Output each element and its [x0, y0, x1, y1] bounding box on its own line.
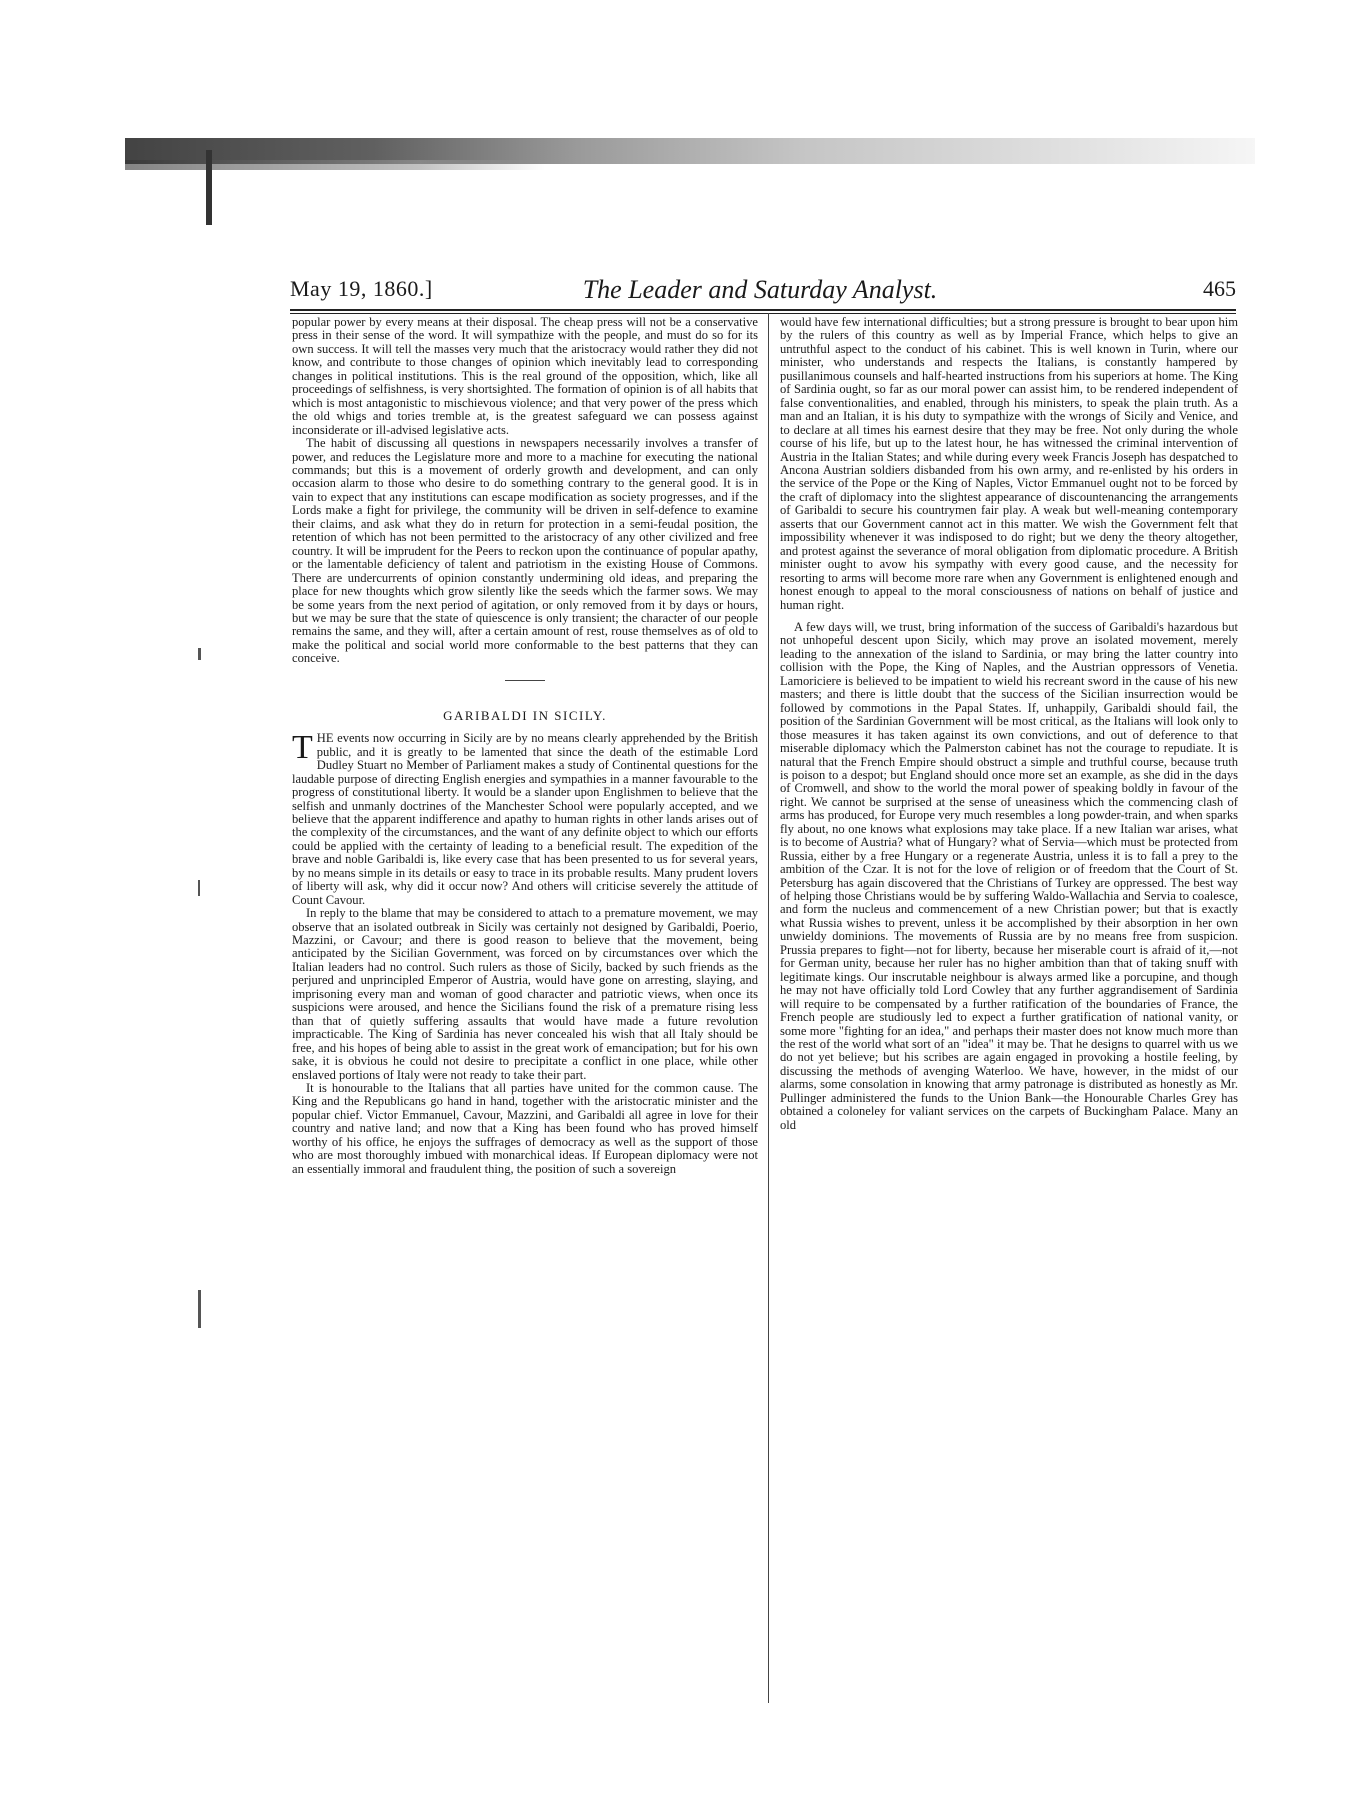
paragraph: would have few international difficulties; but a strong pressure is brought to bear upon him by the rulers of this country as well as by Imperial France, which helps to give an untruthful aspect to the conduct of his cabinet. This is well known in Turin, where our minister, who understands and respects the Italians, is constantly hampered by pusillanimous counsels and half-hearted instructions from his superiors at home. The King of Sardinia ought, so far as our moral power can assist him, to be rendered independent of false conventionalities, and enabled, through his ministers, to speak the plain truth. As a man and an Italian, it is his duty to sympathize with the wrongs of Sicily and Venice, and to declare at all times his earnest desire that they may be free. Not only during the whole course of his life, but up to the latest hour, he has witnessed the criminal intervention of Austria in the Italian States; and while during every week Francis Joseph has despatched to Ancona Austrian soldiers disbanded from his own army, and re-enlisted by his orders in the service of the Pope or the King of Naples, Victor Emmanuel ought not to be forced by the craft of diplomacy into the slightest appearance of discountenancing the arrangements of Garibaldi to secure his countrymen fair play. A weak but well-meaning contemporary asserts that our Government cannot act in this matter. We wish the Government felt that impossibility whenever it was indisposed to do right; but we deny the theory altogether, and protest against the severance of moral obligation from diplomatic procedure. A British minister ought to avow his sympathy with every good cause, and the necessity for resorting to arms will become more rare when any Government is enlightened enough and honest enough to appeal to the moral consciousness of nations on behalf of justice and human right.: [780, 315, 1238, 612]
paragraph: The habit of discussing all questions in newspapers necessarily involves a transfer of power, and reduces the Legislature more and more to a machine for executing the national commands; but this is a movement of orderly growth and development, and can only occasion alarm to those who desire to do something contrary to the general good. It is in vain to expect that any institutions can escape modification as society progresses, and if the Lords make a fight for privilege, the community will be driven in self-defence to examine their claims, and ask what they do in return for protection in a semi-feudal position, the retention of which has not been permitted to the aristocracy of any other civilized and free country. It will be imprudent for the Peers to reckon upon the continuance of popular apathy, or the lamentable deficiency of talent and patriotism in the existing House of Commons. There are undercurrents of opinion constantly undermining old ideas, and preparing the place for new thoughts which grow silently like the seeds which the farmer sows. We may be some years from the next period of agitation, or only removed from it by days or hours, but we may be sure that the state of quiescence is only transient; the character of our people remains the same, and they will, after a certain amount of rest, rouse themselves as of old to make the political and social world more conformable to the best patterns that they can conceive.: [292, 436, 758, 666]
margin-mark: [198, 880, 200, 896]
paragraph: popular power by every means at their disposal. The cheap press will not be a conservative press in their sense of the word. It will sympathize with the people, and must do so for its own success. It will tell the masses very much that the aristocracy would rather they did not know, and contribute to those changes of opinion which inevitably lead to corresponding changes in political institutions. This is the real ground of the opposition, which, like all proceedings of selfishness, is very shortsighted. The formation of opinion is of all habits that which is most antagonistic to mischievous violence; and that very power of the press which the old whigs and tories tremble at, is the greatest safeguard we can possess against inconsiderate or ill-advised legislative acts.: [292, 315, 758, 437]
section-separator: [505, 680, 545, 681]
paragraph: In reply to the blame that may be considered to attach to a premature movement, we may observe that an isolated outbreak in Sicily was certainly not designed by Garibaldi, Poerio, Mazzini, or Cavour; and there is good reason to believe that the movement, being anticipated by the Sicilian Government, was forced on by circumstances over which the Italian leaders had no control. Such rulers as those of Sicily, backed by such friends as the perjured and unprincipled Emperor of Austria, would have gone on arresting, slaying, and imprisoning every man and woman of good character and patriotic views, when once its suspicions were aroused, and hence the Sicilians found the risk of a premature rising less than that of quietly suffering assaults that would have made a future revolution impracticable. The King of Sardinia has never concealed his wish that all Italy should be free, and his hopes of being able to assist in the great work of emancipation; but for his own sake, it is obvious he could not desire to precipitate a conflict in one place, while other enslaved portions of Italy were not ready to take their part.: [292, 906, 758, 1082]
margin-mark: [198, 648, 201, 660]
paragraph: It is honourable to the Italians that all parties have united for the common cause. The King and the Republicans go hand in hand, together with the aristocratic minister and the popular chief. Victor Emmanuel, Cavour, Mazzini, and Garibaldi all agree in love for their country and native land; and now that a King has been found who has proved himself worthy of his office, he enjoys the suffrages of democracy as well as the support of those who are most thoroughly imbued with monarchical ideas. If European diplomacy were not an essentially immoral and fraudulent thing, the position of such a sovereign: [292, 1081, 758, 1176]
scan-artifact-mark: [206, 150, 212, 225]
issue-date: May 19, 1860.]: [290, 276, 433, 301]
drop-cap: T: [292, 729, 313, 767]
left-column: [292, 316, 758, 1176]
paragraph: [292, 729, 758, 907]
page-header: [290, 276, 1236, 310]
right-column: [780, 316, 1238, 1132]
margin-mark: [198, 1290, 201, 1328]
paragraph-text: HE events now occurring in Sicily are by no means clearly apprehended by the British public, and it is greatly to be lamented that since the death of the estimable Lord Dudley Stuart no Member of Parliament makes a study of Continental questions for the laudable purpose of directing English energies and sympathies in a manner favourable to the progress of constitutional liberty. It would be a slander upon Englishmen to believe that the selfish and unmanly doctrines of the Manchester School were popularly accepted, and we believe that the apparent indifference and apathy to human rights in other lands arises out of the complexity of the circumstances, and the want of any definite object to which our efforts could be applied with the certainty of leading to a beneficial result. The expedition of the brave and noble Garibaldi is, like every case that has been presented to us for several years, by no means simple in its details or easy to trace in its probable results. Many prudent lovers of liberty will ask, why did it occur now? And others will criticise severely the attitude of Count Cavour.: [292, 731, 758, 907]
page-number: 465: [1203, 276, 1236, 301]
publication-title: The Leader and Saturday Analyst.: [582, 275, 938, 304]
header-rule: [290, 309, 1236, 311]
column-divider: [768, 313, 769, 1703]
paragraph: A few days will, we trust, bring information of the success of Garibaldi's hazardous but not unhopeful descent upon Sicily, which may prove an isolated movement, merely leading to the annexation of the island to Sardinia, or may bring the latter country into collision with the Pope, the King of Naples, and the Austrian oppressors of Venetia. Lamoriciere is believed to be impatient to wield his recreant sword in the cause of his new masters; and there is little doubt that the success of the Sicilian insurrection would be followed by commotions in the Papal States. If, unhappily, Garibaldi should fail, the position of the Sardinian Government will be most critical, as the Italians will look only to those measures it has taken against its own convictions, and out of deference to that miserable diplomacy which the Palmerston cabinet has not the courage to repudiate. It is natural that the French Empire should obstruct a simple and truthful course, because truth is poison to a despot; but England should once more set an example, as she did in the days of Cromwell, and show to the world the moral power of speaking boldly in favour of the right. We cannot be surprised at the sense of uneasiness which the commencing clash of arms has produced, for Europe very much resembles a long powder-train, and when sparks fly about, no one knows what explosions may take place. If a new Italian war arises, what is to become of Austria? what of Hungary? what of Servia—which must be protected from Russia, either by a free Hungary or a regenerate Austria, unless it is to fall a prey to the ambition of the Czar. It is not for the love of religion or of freedom that the Court of St. Petersburg has again discovered that the Christians of Turkey are oppressed. The best way of helping those Christians would be by suffering Waldo-Wallachia and Servia to coalesce, and form the nucleus and commencement of a new Christian power; but that is exactly what Russia wishes to prevent, unless it be accomplished by their absorption in her own unwieldy dominions. The movements of Russia are by no means free from suspicion. Prussia prepares to fight—not for liberty, because her miserable court is afraid of it,—not for German unity, because her ruler has no higher ambition than that of taking snuff with legitimate kings. Our inscrutable neighbour is always armed like a porcupine, and though he may not have officially told Lord Cowley that any further aggrandisement of Sardinia will require to be compensated by a further ratification of the boundaries of France, the French people are studiously led to expect a further gratification of national vanity, or some more "fighting for an idea," and perhaps their master does not know much more than the rest of the world what sort of an "idea" it may be. That he designs to quarrel with us we do not yet believe; but his scribes are again engaged in provoking a hostile feeling, by discussing the methods of avenging Waterloo. We have, however, in the midst of our alarms, some consolation in knowing that army patronage is distributed as honestly as Mr. Pullinger administered the funds to the Union Bank—the Honourable Charles Grey has obtained a coloneley for valiant services on the carpets of Buckingham Palace. Many an old: [780, 619, 1238, 1132]
header-rule-thin: [290, 313, 1236, 314]
scan-artifact-streak: [125, 160, 545, 170]
section-heading: GARIBALDI IN SICILY.: [443, 707, 607, 723]
